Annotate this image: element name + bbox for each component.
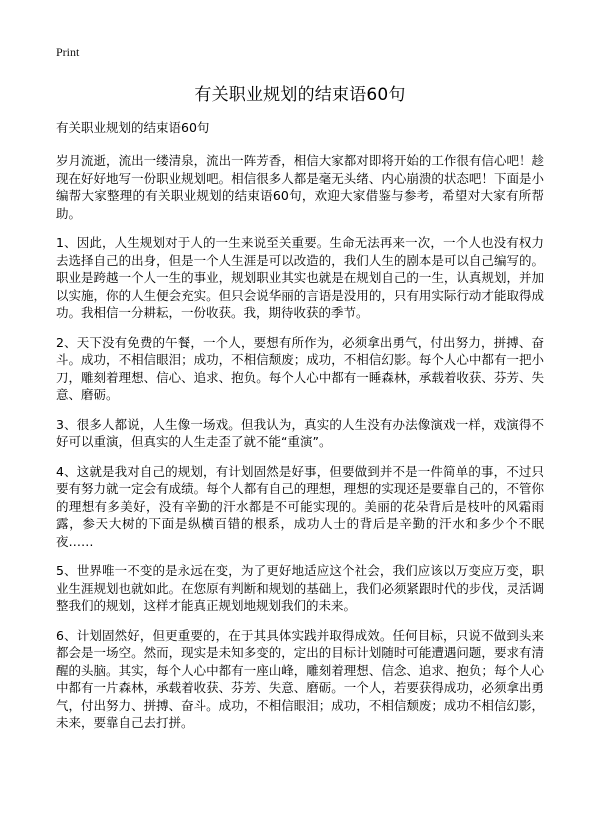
paragraph-3: 3、很多人都说，人生像一场戏。但我认为，真实的人生没有办法像演戏一样，戏演得不好可以重演，但真实的人生走歪了就不能“重演”。 bbox=[56, 416, 544, 449]
paragraph-4: 4、这就是我对自己的规划，有计划固然是好事，但要做到并不是一件简单的事，不过只要有努力就一定会有成绩。每个人都有自己的理想，理想的实现还是要靠自己的，不管你的理想有多美好，没有辛勤的汗水都是不可能实现的。美丽的花朵背后是枝叶的风霜雨露，参天大树的下面是纵横百错的根系，成功人士的背后是辛勤的汗水和多少个不眠夜…… bbox=[56, 463, 544, 549]
document-subtitle: 有关职业规划的结束语60句 bbox=[56, 120, 210, 135]
document-title: 有关职业规划的结束语60句 bbox=[194, 85, 406, 105]
print-label: Print bbox=[56, 45, 80, 59]
paragraph-6: 6、计划固然好，但更重要的，在于其具体实践并取得成效。任何目标，只说不做到头来都会是一场空。然而，现实是未知多变的，定出的目标计划随时可能遭遇问题，要求有清醒的头脑。其实，每个人心中都有一座山峰，雕刻着理想、信念、追求、抱负；每个人心中都有一片森林，承载着收获、芬芳、失意、磨砺。一个人，若要获得成功，必须拿出勇气，付出努力、拼搏、奋斗。成功，不相信眼泪；成功，不相信颓废；成功不相信幻影，未来，要靠自己去打拼。 bbox=[56, 627, 544, 730]
paragraph-2: 2、天下没有免费的午餐，一个人，要想有所作为，必须拿出勇气，付出努力，拼搏、奋斗。成功，不相信眼泪；成功，不相信颓废；成功，不相信幻影。每个人心中都有一把小刀，雕刻着理想、信心、追求、抱负。每个人心中都有一睡森林，承载着收获、芬芳、失意、磨砺。 bbox=[56, 334, 544, 402]
paragraph-intro: 岁月流逝，流出一缕清泉，流出一阵芳香，相信大家都对即将开始的工作很有信心吧！趁现在好好地写一份职业规划吧。相信很多人都是毫无头绪、内心崩溃的状态吧！下面是小编帮大家整理的有关职业规划的结束语60句，欢迎大家借鉴与参考，希望对大家有所帮助。 bbox=[56, 153, 544, 221]
document-body bbox=[56, 152, 544, 732]
paragraph-1: 1、因此，人生规划对于人的一生来说至关重要。生命无法再来一次，一个人也没有权力去选择自己的出身，但是一个人生涯是可以改造的，我们人生的剧本是可以自己编写的。职业是跨越一个人一生的事业，规划职业其实也就是在规划自己的一生，认真规划，并加以实施，你的人生便会充实。但只会说华丽的言语是没用的，只有用实际行动才能取得成功。我相信一分耕耘，一份收获。我，期待收获的季节。 bbox=[56, 235, 544, 320]
paragraph-5: 5、世界唯一不变的是永远在变，为了更好地适应这个社会，我们应该以万变应万变，职业生涯规划也就如此。在您原有判断和规划的基础上，我们必须紧跟时代的步伐，灵活调整我们的规划，这样才能真正规划地规划我们的未来。 bbox=[56, 563, 544, 613]
